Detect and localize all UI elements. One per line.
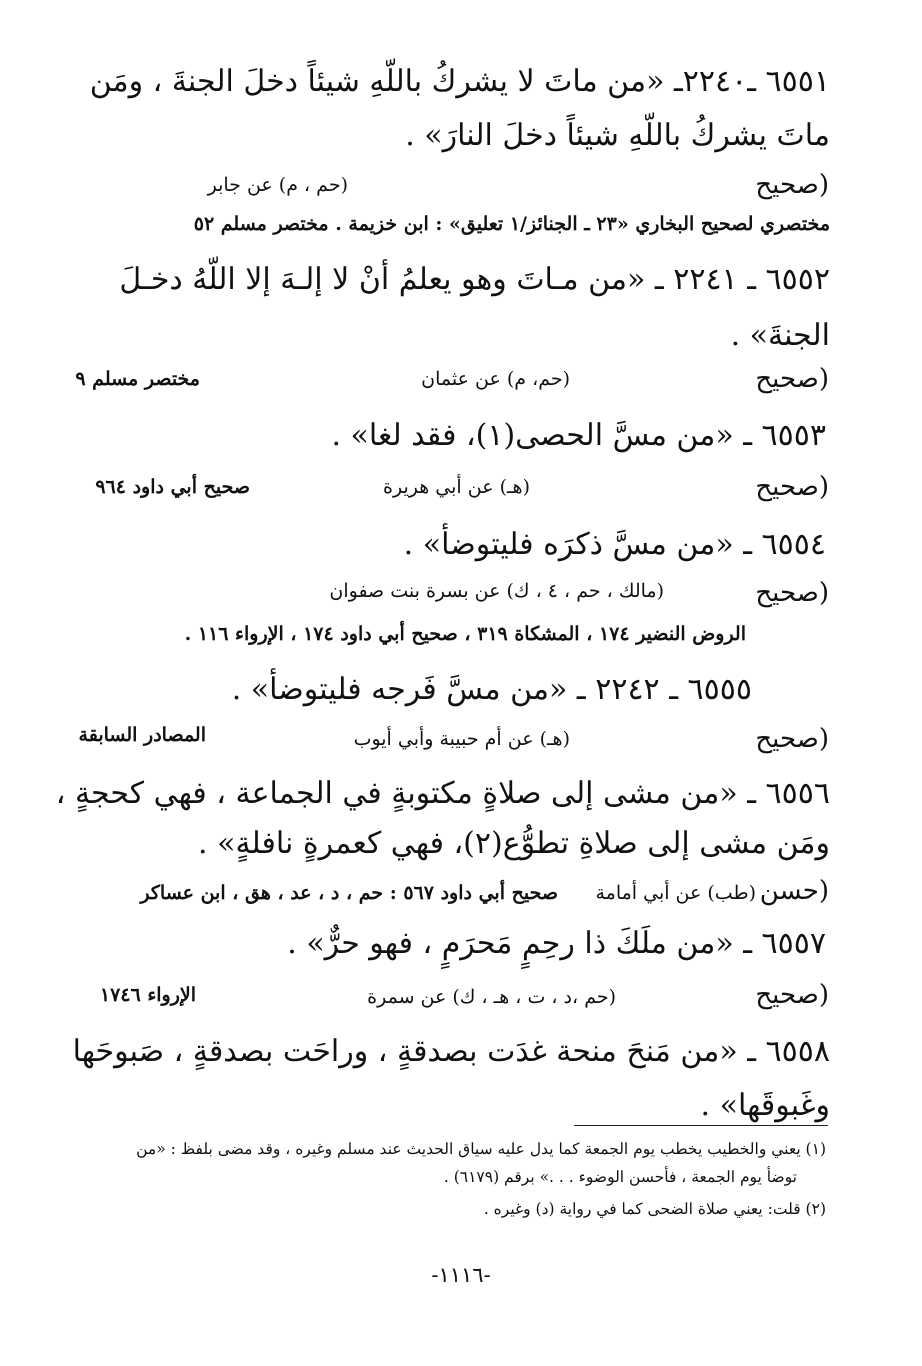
refs-6555: المصادر السابقة xyxy=(78,724,206,746)
hadith-6554-line1: ٦٥٥٤ ـ «من مسَّ ذكرَه فليتوضأ» . xyxy=(403,527,826,562)
refs-6552: مختصر مسلم ٩ xyxy=(75,368,200,390)
grade-6554 xyxy=(755,578,829,608)
grade-label: (صحيح xyxy=(755,472,829,502)
hadith-6558-line2: وغَبوقَها» . xyxy=(700,1088,830,1123)
source-6555: (هـ) عن أم حبيبة وأبي أيوب xyxy=(353,728,570,750)
hadith-6558-line1: ٦٥٥٨ ـ «من مَنحَ منحة غدَت بصدقةٍ ، وراحَت بصدقةٍ ، صَبوحَها xyxy=(72,1034,830,1069)
source-6552: (حم، م) عن عثمان xyxy=(421,368,570,390)
refs-6554: الروض النضير ١٧٤ ، المشكاة ٣١٩ ، صحيح أبي داود ١٧٤ ، الإرواء ١١٦ . xyxy=(184,623,746,645)
footnote-separator xyxy=(574,1125,828,1126)
hadith-6556-line1: ٦٥٥٦ ـ «من مشى إلى صلاةٍ مكتوبةٍ في الجماعة ، فهي كحجةٍ ، xyxy=(55,776,830,811)
hadith-6552-line2: الجنةَ» . xyxy=(730,318,830,353)
source-6551: (حم ، م) عن جابر xyxy=(207,174,348,196)
footnote-2: (٢) قلت: يعني صلاة الضحى كما في رواية (د) وغيره . xyxy=(483,1200,826,1218)
source-6557: (حم ،د ، ت ، هـ ، ك) عن سمرة xyxy=(367,986,616,1008)
footnote-1-line1: (١) يعني والخطيب يخطب يوم الجمعة كما يدل عليه سياق الحديث عند مسلم وغيره ، وقد مضى بلفظ : «من xyxy=(136,1140,826,1158)
grade-label: (صحيح xyxy=(755,724,829,754)
source-6553: (هـ) عن أبي هريرة xyxy=(383,476,530,498)
page-number: -١١١٦- xyxy=(431,1263,491,1287)
grade-6556 xyxy=(760,876,829,906)
grade-label: (صحيح xyxy=(755,578,829,608)
source-6556: (طب) عن أبي أمامة xyxy=(595,882,756,904)
grade-6552 xyxy=(755,364,829,394)
hadith-6556-line2: ومَن مشى إلى صلاةِ تطوُّع(٢)، فهي كعمرةٍ نافلةٍ» . xyxy=(198,826,830,861)
hadith-6552-line1: ٦٥٥٢ ـ ٢٢٤١ ـ «من مـاتَ وهو يعلمُ أنْ لا إلـهَ إلا اللّهُ دخـلَ xyxy=(119,262,830,297)
footnote-1-line2: توضأ يوم الجمعة ، فأحسن الوضوء . . .» برقم (٦١٧٩) . xyxy=(443,1168,797,1186)
grade-label: (صحيح xyxy=(755,170,829,200)
grade-label: (صحيح xyxy=(755,980,829,1010)
refs-6556: صحيح أبي داود ٥٦٧ : حم ، د ، عد ، هق ، ابن عساكر xyxy=(140,882,558,904)
grade-6557 xyxy=(755,980,829,1010)
grade-6553 xyxy=(755,472,829,502)
grade-6555 xyxy=(755,724,829,754)
grade-label: (صحيح xyxy=(755,364,829,394)
hadith-6553-line1: ٦٥٥٣ ـ «من مسَّ الحصى(١)، فقد لغا» . xyxy=(331,418,826,453)
refs-6551: مختصري لصحيح البخاري «٢٣ ـ الجنائز/١ تعليق» : ابن خزيمة . مختصر مسلم ٥٢ xyxy=(193,213,830,235)
source-6554: (مالك ، حم ، ٤ ، ك) عن بسرة بنت صفوان xyxy=(329,580,664,602)
grade-6551 xyxy=(755,170,829,200)
hadith-6557-line1: ٦٥٥٧ ـ «من ملَكَ ذا رحِمٍ مَحرَمٍ ، فهو حرٌّ» . xyxy=(287,926,826,961)
hadith-6555-line1: ٦٥٥٥ ـ ٢٢٤٢ ـ «من مسَّ فَرجه فليتوضأ» . xyxy=(231,672,752,707)
refs-6553: صحيح أبي داود ٩٦٤ xyxy=(95,476,250,498)
hadith-6551-line2: ماتَ يشركُ باللّهِ شيئاً دخلَ النارَ» . xyxy=(405,118,830,153)
refs-6557: الإرواء ١٧٤٦ xyxy=(99,984,196,1006)
grade-label: (حسن xyxy=(759,876,829,906)
hadith-6551-line1: ٦٥٥١ ـ٢٢٤٠ـ «من ماتَ لا يشركُ باللّهِ شيئاً دخلَ الجنةَ ، ومَن xyxy=(89,64,830,99)
